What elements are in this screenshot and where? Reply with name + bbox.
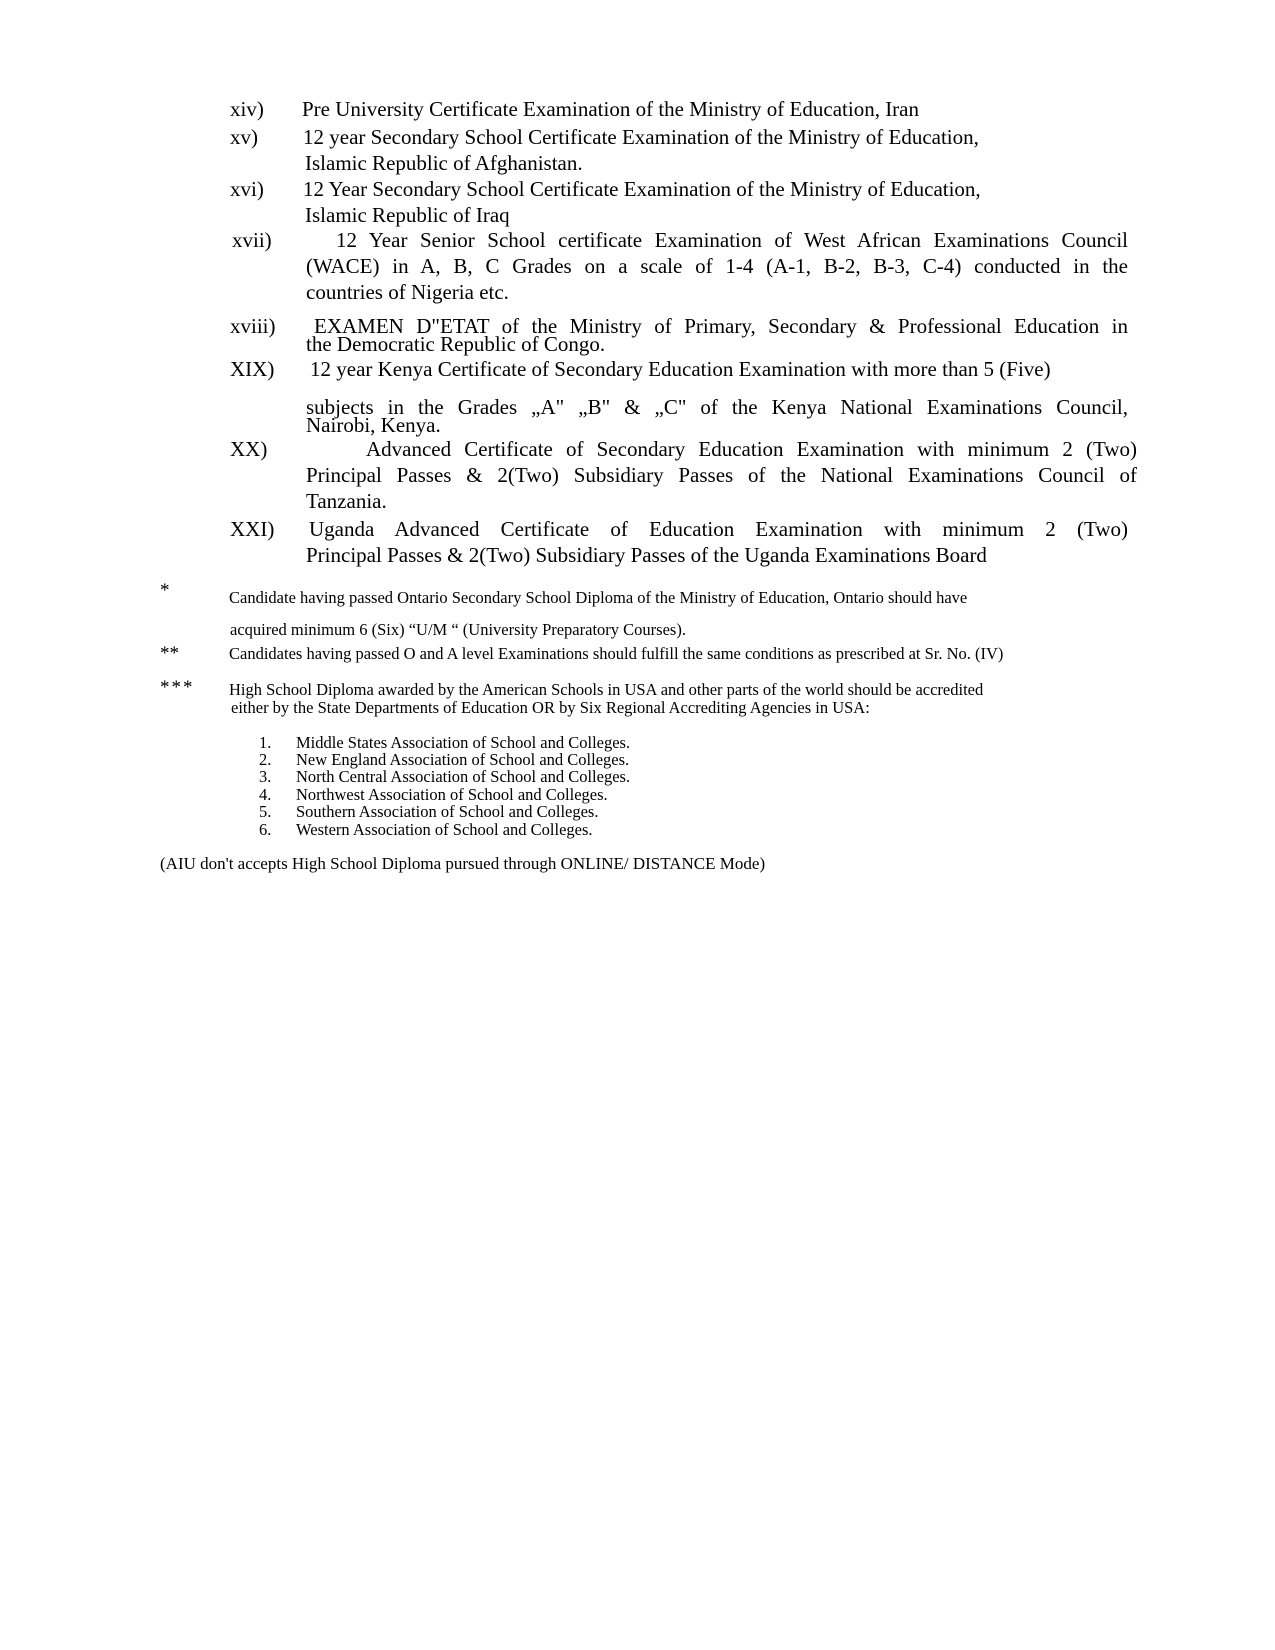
item-number: xvi) <box>230 177 264 201</box>
item-text: countries of Nigeria etc. <box>306 280 509 304</box>
item-text: Tanzania. <box>306 489 387 513</box>
asterisk-mark: *** <box>160 677 195 698</box>
item-number: xv) <box>230 125 258 149</box>
item-number: XIX) <box>230 357 275 381</box>
item-text: Uganda Advanced Certificate of Education Examination with minimum 2 (Two) <box>309 517 1128 541</box>
item-text: (WACE) in A, B, C Grades on a scale of 1-4 (A-1, B-2, B-3, C-4) conducted in the <box>306 254 1128 278</box>
list-item-number: 4. <box>259 785 272 804</box>
item-text: Principal Passes & 2(Two) Subsidiary Passes of the National Examinations Council of <box>306 463 1137 487</box>
list-item: North Central Association of School and Colleges. <box>296 767 631 786</box>
list-item-number: 5. <box>259 802 272 821</box>
item-number: XX) <box>230 437 268 461</box>
note-text: Candidates having passed O and A level Examinations should fulfill the same conditions as prescribed at Sr. No. (IV) <box>229 644 1004 663</box>
list-item: Western Association of School and Colleges. <box>296 820 593 839</box>
item-text: the Democratic Republic of Congo. <box>306 332 606 356</box>
item-number: xiv) <box>230 97 264 121</box>
note-text: acquired minimum 6 (Six) “U/M “ (University Preparatory Courses). <box>230 620 686 639</box>
note-text: Candidate having passed Ontario Secondary School Diploma of the Ministry of Education, Ontario should have <box>229 588 968 607</box>
item-number: xviii) <box>230 314 276 338</box>
item-text: Pre University Certificate Examination of the Ministry of Education, Iran <box>302 97 919 121</box>
item-text: 12 year Kenya Certificate of Secondary Education Examination with more than 5 (Five) <box>310 357 1051 381</box>
note-text: High School Diploma awarded by the American Schools in USA and other parts of the world should be accredited <box>229 680 984 699</box>
online-distance-note: (AIU don't accepts High School Diploma pursued through ONLINE/ DISTANCE Mode) <box>160 854 766 873</box>
list-item-number: 1. <box>259 733 272 752</box>
list-item: Northwest Association of School and Colleges. <box>296 785 608 804</box>
asterisk-mark: ** <box>160 643 179 664</box>
list-item-number: 2. <box>259 750 272 769</box>
item-text: EXAMEN D"ETAT of the Ministry of Primary, Secondary & Professional Education in <box>314 314 1128 338</box>
list-item: New England Association of School and Colleges. <box>296 750 630 769</box>
item-text: Islamic Republic of Afghanistan. <box>305 151 583 175</box>
asterisk-mark: * <box>160 580 170 601</box>
note-text: either by the State Departments of Education OR by Six Regional Accrediting Agencies in USA: <box>231 698 870 717</box>
item-text: Advanced Certificate of Secondary Education Examination with minimum 2 (Two) <box>366 437 1137 461</box>
item-text: subjects in the Grades „A" „B" & „C" of the Kenya National Examinations Council, <box>306 395 1128 419</box>
item-text: 12 year Secondary School Certificate Examination of the Ministry of Education, <box>303 125 979 149</box>
item-text: 12 Year Senior School certificate Examination of West African Examinations Council <box>336 228 1128 252</box>
item-number: xvii) <box>232 228 272 252</box>
item-text: 12 Year Secondary School Certificate Examination of the Ministry of Education, <box>303 177 981 201</box>
list-item-number: 6. <box>259 820 272 839</box>
list-item-number: 3. <box>259 767 272 786</box>
item-number: XXI) <box>230 517 275 541</box>
item-text: Principal Passes & 2(Two) Subsidiary Passes of the Uganda Examinations Board <box>306 543 987 567</box>
item-text: Nairobi, Kenya. <box>306 413 441 437</box>
item-text: Islamic Republic of Iraq <box>305 203 510 227</box>
list-item: Southern Association of School and Colleges. <box>296 802 599 821</box>
list-item: Middle States Association of School and Colleges. <box>296 733 631 752</box>
